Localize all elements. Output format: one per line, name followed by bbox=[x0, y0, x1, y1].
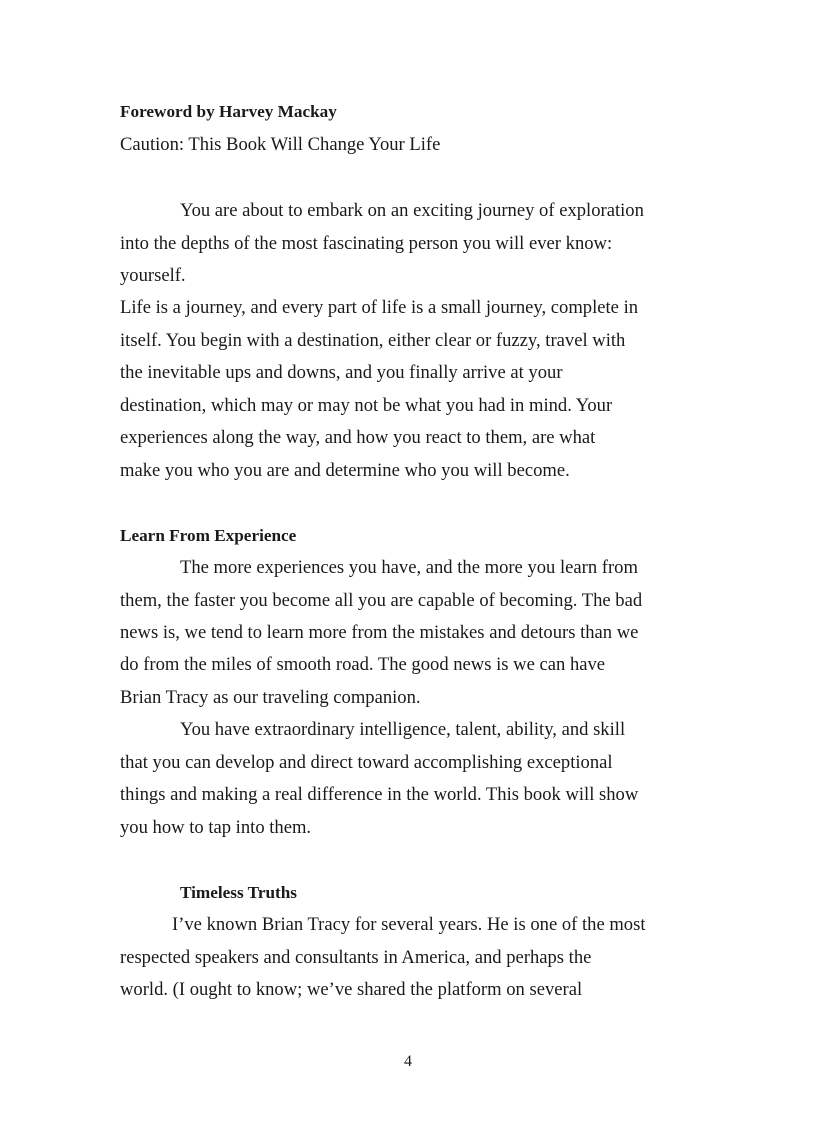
foreword-title: Foreword by Harvey Mackay bbox=[120, 102, 337, 121]
section-title-learn-from-experience: Learn From Experience bbox=[120, 526, 297, 545]
paragraph-5-line-3: world. (I ought to know; we’ve shared the platform on several bbox=[120, 979, 583, 1000]
page-number: 4 bbox=[404, 1053, 412, 1070]
paragraph-1-line-2: into the depths of the most fascinating person you will ever know: bbox=[120, 233, 613, 254]
paragraph-1-line-1: You are about to embark on an exciting journey of exploration bbox=[180, 200, 644, 221]
paragraph-5-line-1: I’ve known Brian Tracy for several years. He is one of the most bbox=[172, 914, 646, 935]
paragraph-2-line-3: the inevitable ups and downs, and you finally arrive at your bbox=[120, 362, 563, 383]
paragraph-2-line-1: Life is a journey, and every part of life is a small journey, complete in bbox=[120, 297, 639, 318]
section-title-timeless-truths: Timeless Truths bbox=[180, 883, 297, 902]
paragraph-3-line-2: them, the faster you become all you are capable of becoming. The bad bbox=[120, 590, 643, 611]
paragraph-3-line-1: The more experiences you have, and the more you learn from bbox=[180, 557, 638, 578]
paragraph-3-line-4: do from the miles of smooth road. The good news is we can have bbox=[120, 654, 606, 675]
paragraph-4-line-2: that you can develop and direct toward accomplishing exceptional bbox=[120, 752, 613, 773]
paragraph-4-line-1: You have extraordinary intelligence, talent, ability, and skill bbox=[180, 719, 626, 740]
paragraph-2-line-6: make you who you are and determine who you will become. bbox=[120, 460, 570, 481]
paragraph-2-line-2: itself. You begin with a destination, either clear or fuzzy, travel with bbox=[120, 330, 626, 351]
paragraph-2-line-4: destination, which may or may not be what you had in mind. Your bbox=[120, 395, 613, 416]
paragraph-1-line-3: yourself. bbox=[120, 265, 186, 286]
paragraph-4-line-4: you how to tap into them. bbox=[120, 817, 312, 838]
paragraph-5-line-2: respected speakers and consultants in America, and perhaps the bbox=[120, 947, 592, 968]
paragraph-4-line-3: things and making a real difference in the world. This book will show bbox=[120, 784, 639, 805]
paragraph-2-line-5: experiences along the way, and how you react to them, are what bbox=[120, 427, 596, 448]
paragraph-3-line-3: news is, we tend to learn more from the mistakes and detours than we bbox=[120, 622, 639, 643]
paragraph-3-line-5: Brian Tracy as our traveling companion. bbox=[120, 687, 421, 708]
foreword-subtitle: Caution: This Book Will Change Your Life bbox=[120, 134, 441, 155]
